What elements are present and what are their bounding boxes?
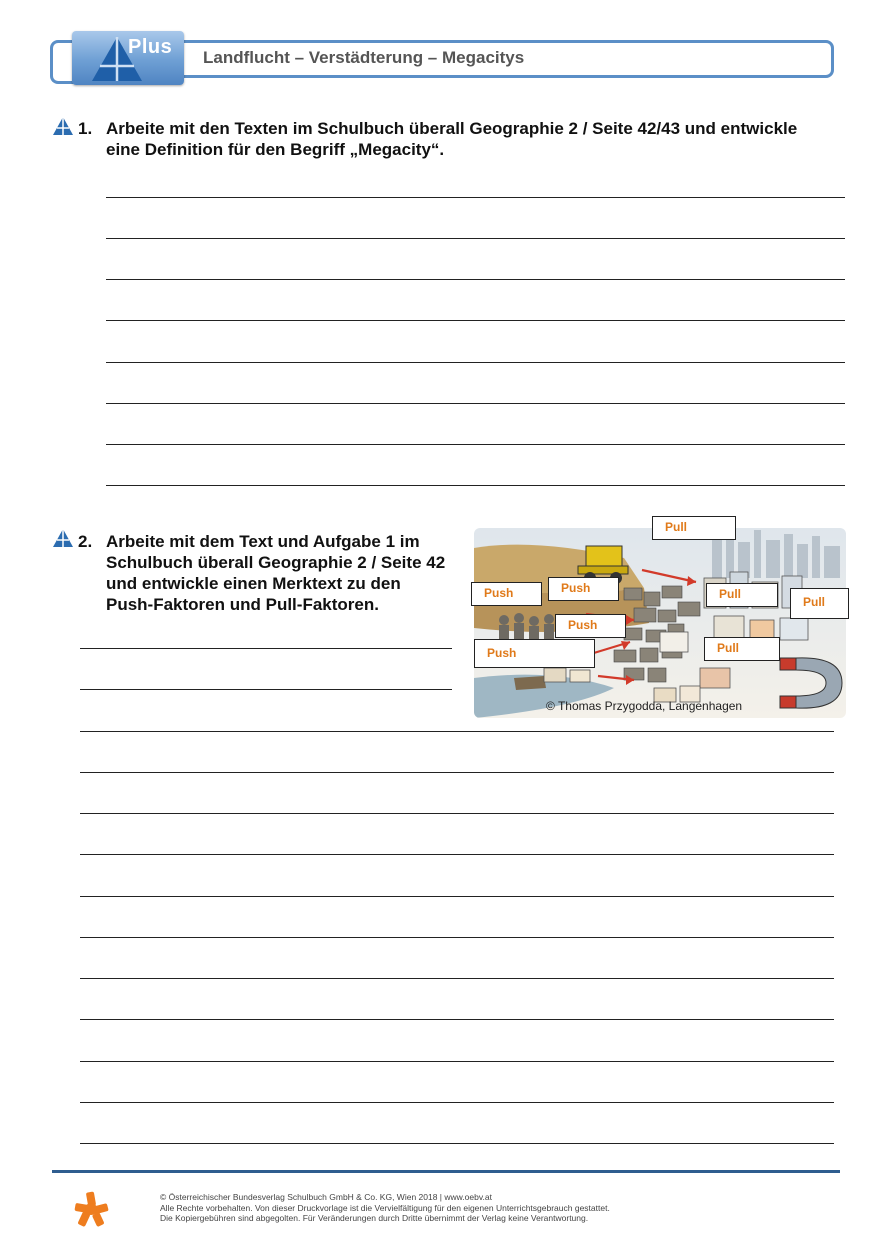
writing-line[interactable] <box>106 320 845 321</box>
task-triangle-icon <box>53 529 73 549</box>
push-pull-illustration <box>474 528 846 718</box>
logo-label: Plus <box>128 36 173 58</box>
footer-line-3: Die Kopiergebühren sind abgegolten. Für Veränderungen durch Dritte übernimmt der Verlag keine Verantwortung. <box>160 1213 589 1223</box>
pull-factor-label: Pull <box>790 588 849 619</box>
footer-line-1: © Österreichischer Bundesverlag Schulbuch GmbH & Co. KG, Wien 2018 | www.oebv.at <box>160 1192 492 1202</box>
page-title: Landflucht – Verstädterung – Megacitys <box>203 48 525 67</box>
writing-line[interactable] <box>80 772 834 773</box>
writing-line[interactable] <box>80 813 834 814</box>
writing-line[interactable] <box>106 279 845 280</box>
footer-line-2: Alle Rechte vorbehalten. Von dieser Druckvorlage ist die Vervielfältigung für den eigenen Unterrichtsgebrauch gestattet. <box>160 1202 610 1213</box>
writing-line[interactable] <box>106 485 845 486</box>
push-factor-label: Push <box>471 582 542 606</box>
writing-line[interactable] <box>80 978 834 979</box>
writing-line[interactable] <box>80 937 834 938</box>
writing-line[interactable] <box>106 238 845 239</box>
push-factor-label: Push <box>474 639 595 668</box>
task-1-line-2: eine Definition für den Begriff „Megacity“. <box>106 140 445 159</box>
writing-line[interactable] <box>80 896 834 897</box>
writing-line[interactable] <box>106 197 845 198</box>
pull-factor-label: Pull <box>704 637 780 661</box>
writing-line[interactable] <box>80 1102 834 1103</box>
task-1-line-1: Arbeite mit den Texten im Schulbuch überall Geographie 2 / Seite 42/43 und entwickle <box>106 119 798 138</box>
writing-line[interactable] <box>106 362 845 363</box>
footer-rule <box>52 1170 840 1173</box>
push-factor-label: Push <box>555 614 626 638</box>
task-2-line-2: Schulbuch überall Geographie 2 / Seite 42 <box>106 553 446 572</box>
footer-copyright <box>160 1192 610 1224</box>
city-countryside-drawing <box>474 528 846 718</box>
task-triangle-icon <box>53 117 73 137</box>
image-credit: © Thomas Przygodda, Langenhagen <box>546 699 743 713</box>
publisher-logo-icon <box>72 1190 110 1228</box>
task-2-number: 2. <box>78 532 93 551</box>
writing-line[interactable] <box>106 403 845 404</box>
writing-line[interactable] <box>80 689 452 690</box>
push-factor-label: Push <box>548 577 619 601</box>
writing-line[interactable] <box>80 854 834 855</box>
pull-factor-label: Pull <box>652 516 736 540</box>
writing-line[interactable] <box>106 444 845 445</box>
task-2-line-4: Push-Faktoren und Pull-Faktoren. <box>106 595 379 614</box>
writing-line[interactable] <box>80 648 452 649</box>
task-2-line-3: und entwickle einen Merktext zu den <box>106 574 401 593</box>
task-1-number: 1. <box>78 119 93 138</box>
pull-factor-label: Pull <box>706 583 778 607</box>
writing-line[interactable] <box>80 1019 834 1020</box>
writing-line[interactable] <box>80 731 834 732</box>
writing-line[interactable] <box>80 1061 834 1062</box>
writing-line[interactable] <box>80 1143 834 1144</box>
task-2-line-1: Arbeite mit dem Text und Aufgabe 1 im <box>106 532 420 551</box>
